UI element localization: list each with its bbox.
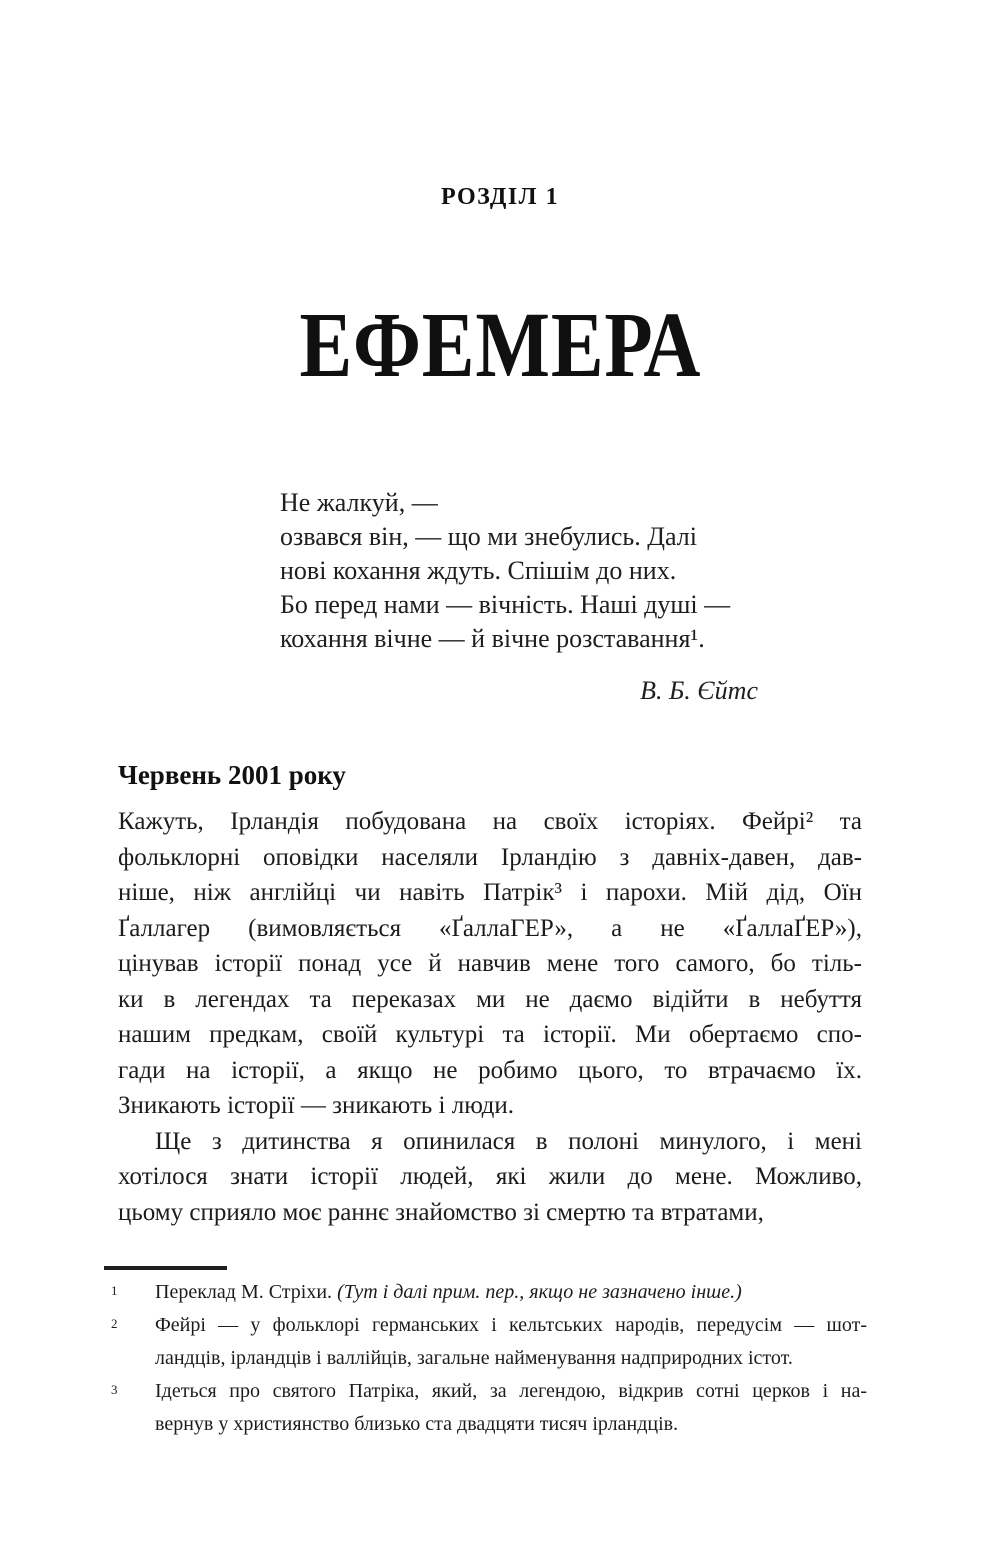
epigraph-line: Не жалкуй, —	[280, 488, 438, 517]
epigraph-attribution: В. Б. Єйтс	[640, 676, 758, 705]
body-line: Ще з дитинства я опинилася в полоні минулого, і мені	[155, 1127, 862, 1155]
footnote-item	[104, 1309, 879, 1375]
body-line: хотілося знати історії людей, які жили до мене. Можливо,	[118, 1163, 862, 1190]
body-line: фольклорні оповідки населяли Ірландію з давніх-давен, дав-	[118, 843, 862, 871]
body-line: Ґаллагер (вимовляється «ҐаллаГЕР», а не «ҐаллаҐЕР»),	[118, 914, 862, 942]
paragraph	[118, 1124, 862, 1231]
footnote-segment: Фейрі — у фольклорі германських і кельтських народів, передусім — шот-	[155, 1314, 867, 1336]
date-heading: Червень 2001 року	[118, 760, 346, 790]
footnote-marker: 3	[111, 1382, 118, 1397]
body-line: Зникають історії — зникають і люди.	[118, 1092, 514, 1119]
footnote-segment: вернув у християнство близько ста двадцяти тисяч ірландців.	[155, 1413, 679, 1435]
paragraph	[118, 804, 862, 1124]
body-line: цінував історії понад усе й навчив мене того самого, бо тіль-	[118, 950, 862, 977]
epigraph-line: Бо перед нами — вічність. Наші душі —	[280, 590, 731, 619]
footnote-item	[104, 1276, 879, 1309]
body-line: гади на історії, а якщо не робимо цього, то втрачаємо їх.	[118, 1056, 862, 1084]
footnote-segment: Ідеться про святого Патріка, який, за легендою, відкрив сотні церков і на-	[155, 1380, 867, 1402]
footnote-text	[155, 1375, 867, 1441]
chapter-title	[0, 294, 1000, 397]
footnotes-block	[104, 1276, 879, 1441]
footnote-separator-rule	[104, 1266, 227, 1270]
epigraph-line: нові кохання ждуть. Спішім до них.	[280, 556, 677, 585]
footnote-line	[155, 1276, 867, 1309]
body-line: цьому сприяло моє раннє знайомство зі смертю та втратами,	[118, 1198, 764, 1226]
epigraph-line: кохання вічне — й вічне розставання¹.	[280, 624, 705, 653]
footnote-segment: (Тут і далі прим. пер., якщо не зазначено інше.)	[337, 1281, 742, 1303]
footnote-line	[155, 1309, 867, 1342]
chapter-title-text: ЕФЕМЕРА	[299, 294, 701, 397]
footnote-text	[155, 1309, 867, 1375]
body-text	[118, 804, 862, 1230]
body-line: ніше, ніж англійці чи навіть Патрік³ і парохи. Мій дід, Оїн	[118, 879, 862, 906]
footnote-item	[104, 1375, 879, 1441]
body-line: нашим предкам, своїй культурі та історії. Ми обертаємо спо-	[118, 1021, 862, 1048]
epigraph-poem	[280, 486, 800, 656]
epigraph-line: озвався він, — що ми знебулись. Далі	[280, 522, 697, 551]
footnote-segment: ландців, ірландців і валлійців, загальне найменування надприродних істот.	[155, 1347, 793, 1369]
footnote-segment: Переклад М. Стріхи.	[155, 1281, 338, 1303]
footnote-marker: 2	[111, 1316, 118, 1331]
body-line: ки в легендах та переказах ми не даємо відійти в небуття	[118, 985, 862, 1013]
footnote-text	[155, 1276, 867, 1309]
chapter-label: РОЗДІЛ 1	[440, 184, 560, 210]
footnote-marker: 1	[111, 1283, 118, 1298]
body-line: Кажуть, Ірландія побудована на своїх історіях. Фейрі² та	[118, 808, 862, 835]
footnote-line	[155, 1408, 867, 1441]
footnote-line	[155, 1342, 867, 1375]
footnote-line	[155, 1375, 867, 1408]
